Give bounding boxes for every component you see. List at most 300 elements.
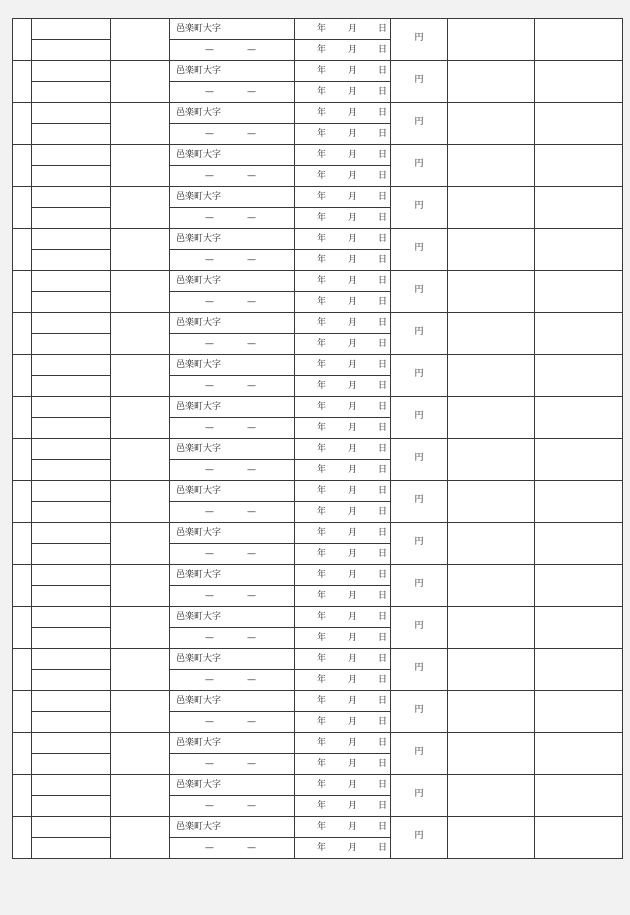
year-label: 年 — [317, 339, 327, 349]
notes-cell[interactable] — [535, 397, 623, 439]
address-dash: — — [205, 465, 214, 475]
name-cell-upper[interactable] — [32, 355, 111, 376]
month-label: 月 — [348, 738, 358, 748]
notes-cell[interactable] — [535, 481, 623, 523]
address-dash: — — [205, 591, 214, 601]
address-number-cell[interactable] — [170, 40, 295, 61]
month-label: 月 — [348, 822, 358, 832]
date-cell-lower[interactable] — [295, 124, 391, 145]
notes-cell[interactable] — [535, 355, 623, 397]
address-number-cell[interactable] — [170, 502, 295, 523]
amount-cell[interactable] — [391, 733, 448, 775]
notes-cell[interactable] — [535, 439, 623, 481]
address-dash: — — [205, 129, 214, 139]
notes-cell[interactable] — [535, 19, 623, 61]
address-dash: — — [247, 633, 256, 643]
name-cell-upper[interactable] — [32, 649, 111, 670]
address-dash: — — [205, 549, 214, 559]
address-number-cell[interactable] — [170, 838, 295, 859]
date-cell-upper[interactable] — [295, 19, 391, 40]
remarks-cell[interactable] — [448, 313, 535, 355]
address-cell[interactable] — [170, 691, 295, 712]
month-label: 月 — [348, 465, 358, 475]
address-cell[interactable] — [170, 103, 295, 124]
amount-cell[interactable] — [391, 565, 448, 607]
name-cell-upper[interactable] — [32, 229, 111, 250]
entry-number-cell[interactable] — [13, 691, 32, 733]
date-cell-upper[interactable] — [295, 817, 391, 838]
address-dash: — — [205, 297, 214, 307]
address-dash: — — [247, 465, 256, 475]
address-cell[interactable] — [170, 313, 295, 334]
name-detail-cell[interactable] — [111, 817, 170, 859]
year-label: 年 — [317, 234, 327, 244]
name-cell-lower[interactable] — [32, 418, 111, 439]
month-label: 月 — [348, 591, 358, 601]
year-label: 年 — [317, 66, 327, 76]
address-prefix: 邑楽町大字 — [176, 150, 222, 160]
remarks-cell[interactable] — [448, 229, 535, 271]
notes-cell[interactable] — [535, 523, 623, 565]
remarks-cell[interactable] — [448, 523, 535, 565]
remarks-cell[interactable] — [448, 733, 535, 775]
address-dash: — — [205, 213, 214, 223]
name-cell-upper[interactable] — [32, 61, 111, 82]
address-prefix: 邑楽町大字 — [176, 24, 222, 34]
name-cell-lower[interactable] — [32, 502, 111, 523]
notes-cell[interactable] — [535, 229, 623, 271]
name-cell-lower[interactable] — [32, 670, 111, 691]
day-label: 日 — [378, 234, 388, 244]
entry-row-top — [13, 19, 623, 40]
month-label: 月 — [348, 318, 358, 328]
address-cell[interactable] — [170, 145, 295, 166]
day-label: 日 — [378, 780, 388, 790]
address-number-cell[interactable] — [170, 250, 295, 271]
address-number-cell[interactable] — [170, 628, 295, 649]
remarks-cell[interactable] — [448, 691, 535, 733]
year-label: 年 — [317, 108, 327, 118]
name-cell-lower[interactable] — [32, 208, 111, 229]
entry-number-cell[interactable] — [13, 607, 32, 649]
date-cell-upper[interactable] — [295, 229, 391, 250]
address-cell[interactable] — [170, 733, 295, 754]
name-cell-upper[interactable] — [32, 523, 111, 544]
entry-row-top — [13, 775, 623, 796]
amount-cell[interactable] — [391, 397, 448, 439]
amount-unit: 円 — [414, 368, 424, 379]
notes-cell[interactable] — [535, 313, 623, 355]
address-prefix: 邑楽町大字 — [176, 360, 222, 370]
address-cell[interactable] — [170, 397, 295, 418]
address-number-cell[interactable] — [170, 670, 295, 691]
name-detail-cell[interactable] — [111, 733, 170, 775]
name-cell-upper[interactable] — [32, 397, 111, 418]
date-cell-lower[interactable] — [295, 460, 391, 481]
date-cell-lower[interactable] — [295, 82, 391, 103]
date-cell-lower[interactable] — [295, 712, 391, 733]
name-cell-upper[interactable] — [32, 313, 111, 334]
day-label: 日 — [378, 801, 388, 811]
date-cell-upper[interactable] — [295, 523, 391, 544]
amount-cell[interactable] — [391, 817, 448, 859]
month-label: 月 — [348, 150, 358, 160]
name-cell-lower[interactable] — [32, 712, 111, 733]
date-cell-upper[interactable] — [295, 565, 391, 586]
address-dash: — — [247, 549, 256, 559]
date-cell-lower[interactable] — [295, 754, 391, 775]
address-cell[interactable] — [170, 775, 295, 796]
year-label: 年 — [317, 612, 327, 622]
name-cell-lower[interactable] — [32, 586, 111, 607]
address-number-cell[interactable] — [170, 796, 295, 817]
amount-cell[interactable] — [391, 271, 448, 313]
name-detail-cell[interactable] — [111, 61, 170, 103]
year-label: 年 — [317, 444, 327, 454]
name-cell-lower[interactable] — [32, 292, 111, 313]
day-label: 日 — [378, 528, 388, 538]
entry-number-cell[interactable] — [13, 733, 32, 775]
remarks-cell[interactable] — [448, 481, 535, 523]
date-cell-upper[interactable] — [295, 313, 391, 334]
address-number-cell[interactable] — [170, 586, 295, 607]
address-cell[interactable] — [170, 187, 295, 208]
day-label: 日 — [378, 87, 388, 97]
name-cell-upper[interactable] — [32, 817, 111, 838]
name-cell-upper[interactable] — [32, 271, 111, 292]
notes-cell[interactable] — [535, 61, 623, 103]
date-cell-lower[interactable] — [295, 250, 391, 271]
name-cell-upper[interactable] — [32, 565, 111, 586]
day-label: 日 — [378, 192, 388, 202]
amount-cell[interactable] — [391, 775, 448, 817]
name-detail-cell[interactable] — [111, 397, 170, 439]
month-label: 月 — [348, 297, 358, 307]
remarks-cell[interactable] — [448, 775, 535, 817]
name-detail-cell[interactable] — [111, 649, 170, 691]
ledger-sheet — [12, 18, 622, 859]
day-label: 日 — [378, 129, 388, 139]
year-label: 年 — [317, 549, 327, 559]
date-cell-upper[interactable] — [295, 691, 391, 712]
entry-row-top — [13, 481, 623, 502]
address-number-cell[interactable] — [170, 712, 295, 733]
day-label: 日 — [378, 822, 388, 832]
month-label: 月 — [348, 66, 358, 76]
remarks-cell[interactable] — [448, 103, 535, 145]
date-cell-upper[interactable] — [295, 61, 391, 82]
name-detail-cell[interactable] — [111, 145, 170, 187]
day-label: 日 — [378, 633, 388, 643]
name-detail-cell[interactable] — [111, 565, 170, 607]
name-cell-upper[interactable] — [32, 775, 111, 796]
address-number-cell[interactable] — [170, 544, 295, 565]
month-label: 月 — [348, 570, 358, 580]
address-number-cell[interactable] — [170, 166, 295, 187]
date-cell-upper[interactable] — [295, 733, 391, 754]
entry-number-cell[interactable] — [13, 565, 32, 607]
month-label: 月 — [348, 612, 358, 622]
remarks-cell[interactable] — [448, 649, 535, 691]
remarks-cell[interactable] — [448, 439, 535, 481]
date-cell-upper[interactable] — [295, 103, 391, 124]
name-detail-cell[interactable] — [111, 187, 170, 229]
name-detail-cell[interactable] — [111, 607, 170, 649]
notes-cell[interactable] — [535, 733, 623, 775]
date-cell-lower[interactable] — [295, 376, 391, 397]
notes-cell[interactable] — [535, 607, 623, 649]
date-cell-upper[interactable] — [295, 355, 391, 376]
date-cell-lower[interactable] — [295, 334, 391, 355]
remarks-cell[interactable] — [448, 355, 535, 397]
amount-cell[interactable] — [391, 313, 448, 355]
address-number-cell[interactable] — [170, 208, 295, 229]
name-cell-lower[interactable] — [32, 82, 111, 103]
name-detail-cell[interactable] — [111, 481, 170, 523]
amount-cell[interactable] — [391, 187, 448, 229]
amount-cell[interactable] — [391, 691, 448, 733]
name-cell-lower[interactable] — [32, 376, 111, 397]
name-cell-upper[interactable] — [32, 187, 111, 208]
year-label: 年 — [317, 297, 327, 307]
notes-cell[interactable] — [535, 271, 623, 313]
remarks-cell[interactable] — [448, 145, 535, 187]
name-cell-lower[interactable] — [32, 166, 111, 187]
month-label: 月 — [348, 129, 358, 139]
name-detail-cell[interactable] — [111, 355, 170, 397]
address-cell[interactable] — [170, 229, 295, 250]
entry-number-cell[interactable] — [13, 271, 32, 313]
name-detail-cell[interactable] — [111, 523, 170, 565]
address-cell[interactable] — [170, 271, 295, 292]
address-cell[interactable] — [170, 565, 295, 586]
entry-number-cell[interactable] — [13, 481, 32, 523]
address-number-cell[interactable] — [170, 460, 295, 481]
name-cell-upper[interactable] — [32, 733, 111, 754]
date-cell-upper[interactable] — [295, 187, 391, 208]
entry-row-top — [13, 103, 623, 124]
year-label: 年 — [317, 507, 327, 517]
entry-number-cell[interactable] — [13, 229, 32, 271]
address-dash: — — [205, 675, 214, 685]
name-cell-upper[interactable] — [32, 481, 111, 502]
month-label: 月 — [348, 87, 358, 97]
entry-number-cell[interactable] — [13, 61, 32, 103]
date-cell-upper[interactable] — [295, 397, 391, 418]
address-prefix: 邑楽町大字 — [176, 108, 222, 118]
year-label: 年 — [317, 738, 327, 748]
address-number-cell[interactable] — [170, 334, 295, 355]
remarks-cell[interactable] — [448, 397, 535, 439]
amount-cell[interactable] — [391, 355, 448, 397]
notes-cell[interactable] — [535, 565, 623, 607]
amount-cell[interactable] — [391, 61, 448, 103]
entry-number-cell[interactable] — [13, 313, 32, 355]
address-cell[interactable] — [170, 817, 295, 838]
remarks-cell[interactable] — [448, 19, 535, 61]
notes-cell[interactable] — [535, 103, 623, 145]
year-label: 年 — [317, 654, 327, 664]
notes-cell[interactable] — [535, 775, 623, 817]
name-cell-upper[interactable] — [32, 607, 111, 628]
address-prefix: 邑楽町大字 — [176, 444, 222, 454]
date-cell-lower[interactable] — [295, 586, 391, 607]
address-number-cell[interactable] — [170, 124, 295, 145]
date-cell-lower[interactable] — [295, 796, 391, 817]
entry-row-top — [13, 313, 623, 334]
address-cell[interactable] — [170, 523, 295, 544]
entry-row-top — [13, 271, 623, 292]
name-cell-lower[interactable] — [32, 40, 111, 61]
entry-number-cell[interactable] — [13, 19, 32, 61]
month-label: 月 — [348, 45, 358, 55]
address-prefix: 邑楽町大字 — [176, 192, 222, 202]
name-detail-cell[interactable] — [111, 691, 170, 733]
name-cell-lower[interactable] — [32, 250, 111, 271]
date-cell-lower[interactable] — [295, 40, 391, 61]
remarks-cell[interactable] — [448, 61, 535, 103]
name-cell-lower[interactable] — [32, 628, 111, 649]
amount-cell[interactable] — [391, 145, 448, 187]
year-label: 年 — [317, 675, 327, 685]
month-label: 月 — [348, 213, 358, 223]
entry-number-cell[interactable] — [13, 145, 32, 187]
amount-cell[interactable] — [391, 523, 448, 565]
name-cell-lower[interactable] — [32, 796, 111, 817]
entry-number-cell[interactable] — [13, 397, 32, 439]
year-label: 年 — [317, 24, 327, 34]
amount-unit: 円 — [414, 746, 424, 757]
date-cell-lower[interactable] — [295, 208, 391, 229]
address-cell[interactable] — [170, 61, 295, 82]
amount-unit: 円 — [414, 74, 424, 85]
date-cell-lower[interactable] — [295, 670, 391, 691]
name-detail-cell[interactable] — [111, 313, 170, 355]
address-prefix: 邑楽町大字 — [176, 276, 222, 286]
name-cell-lower[interactable] — [32, 460, 111, 481]
name-cell-upper[interactable] — [32, 103, 111, 124]
name-detail-cell[interactable] — [111, 439, 170, 481]
address-number-cell[interactable] — [170, 376, 295, 397]
amount-cell[interactable] — [391, 607, 448, 649]
entry-number-cell[interactable] — [13, 817, 32, 859]
name-detail-cell[interactable] — [111, 775, 170, 817]
entry-row-top — [13, 691, 623, 712]
address-dash: — — [205, 633, 214, 643]
entry-row-top — [13, 61, 623, 82]
remarks-cell[interactable] — [448, 817, 535, 859]
name-cell-lower[interactable] — [32, 334, 111, 355]
remarks-cell[interactable] — [448, 607, 535, 649]
remarks-cell[interactable] — [448, 271, 535, 313]
address-cell[interactable] — [170, 355, 295, 376]
amount-cell[interactable] — [391, 649, 448, 691]
name-detail-cell[interactable] — [111, 19, 170, 61]
entry-number-cell[interactable] — [13, 775, 32, 817]
notes-cell[interactable] — [535, 649, 623, 691]
address-cell[interactable] — [170, 607, 295, 628]
address-cell[interactable] — [170, 19, 295, 40]
entry-number-cell[interactable] — [13, 439, 32, 481]
address-number-cell[interactable] — [170, 292, 295, 313]
amount-cell[interactable] — [391, 481, 448, 523]
name-detail-cell[interactable] — [111, 271, 170, 313]
address-number-cell[interactable] — [170, 82, 295, 103]
name-detail-cell[interactable] — [111, 103, 170, 145]
date-cell-lower[interactable] — [295, 838, 391, 859]
amount-cell[interactable] — [391, 439, 448, 481]
name-cell-lower[interactable] — [32, 754, 111, 775]
notes-cell[interactable] — [535, 691, 623, 733]
year-label: 年 — [317, 318, 327, 328]
name-cell-upper[interactable] — [32, 691, 111, 712]
day-label: 日 — [378, 654, 388, 664]
amount-cell[interactable] — [391, 229, 448, 271]
name-cell-lower[interactable] — [32, 544, 111, 565]
date-cell-upper[interactable] — [295, 775, 391, 796]
address-cell[interactable] — [170, 649, 295, 670]
entry-number-cell[interactable] — [13, 187, 32, 229]
address-dash: — — [247, 129, 256, 139]
address-cell[interactable] — [170, 439, 295, 460]
date-cell-upper[interactable] — [295, 649, 391, 670]
amount-unit: 円 — [414, 326, 424, 337]
notes-cell[interactable] — [535, 187, 623, 229]
month-label: 月 — [348, 255, 358, 265]
entry-number-cell[interactable] — [13, 523, 32, 565]
address-dash: — — [247, 717, 256, 727]
date-cell-upper[interactable] — [295, 481, 391, 502]
notes-cell[interactable] — [535, 145, 623, 187]
month-label: 月 — [348, 360, 358, 370]
entry-number-cell[interactable] — [13, 355, 32, 397]
date-cell-upper[interactable] — [295, 607, 391, 628]
year-label: 年 — [317, 570, 327, 580]
date-cell-lower[interactable] — [295, 502, 391, 523]
name-cell-upper[interactable] — [32, 145, 111, 166]
remarks-cell[interactable] — [448, 565, 535, 607]
date-cell-lower[interactable] — [295, 418, 391, 439]
address-number-cell[interactable] — [170, 418, 295, 439]
name-cell-lower[interactable] — [32, 124, 111, 145]
date-cell-upper[interactable] — [295, 439, 391, 460]
name-cell-upper[interactable] — [32, 439, 111, 460]
entry-number-cell[interactable] — [13, 103, 32, 145]
month-label: 月 — [348, 339, 358, 349]
date-cell-upper[interactable] — [295, 145, 391, 166]
date-cell-lower[interactable] — [295, 628, 391, 649]
entry-row-top — [13, 607, 623, 628]
amount-cell[interactable] — [391, 19, 448, 61]
notes-cell[interactable] — [535, 817, 623, 859]
entry-number-cell[interactable] — [13, 649, 32, 691]
date-cell-lower[interactable] — [295, 292, 391, 313]
address-dash: — — [205, 87, 214, 97]
date-cell-lower[interactable] — [295, 544, 391, 565]
name-cell-upper[interactable] — [32, 19, 111, 40]
name-detail-cell[interactable] — [111, 229, 170, 271]
year-label: 年 — [317, 213, 327, 223]
remarks-cell[interactable] — [448, 187, 535, 229]
date-cell-lower[interactable] — [295, 166, 391, 187]
address-prefix: 邑楽町大字 — [176, 486, 222, 496]
amount-cell[interactable] — [391, 103, 448, 145]
date-cell-upper[interactable] — [295, 271, 391, 292]
name-cell-lower[interactable] — [32, 838, 111, 859]
address-prefix: 邑楽町大字 — [176, 528, 222, 538]
address-cell[interactable] — [170, 481, 295, 502]
address-number-cell[interactable] — [170, 754, 295, 775]
